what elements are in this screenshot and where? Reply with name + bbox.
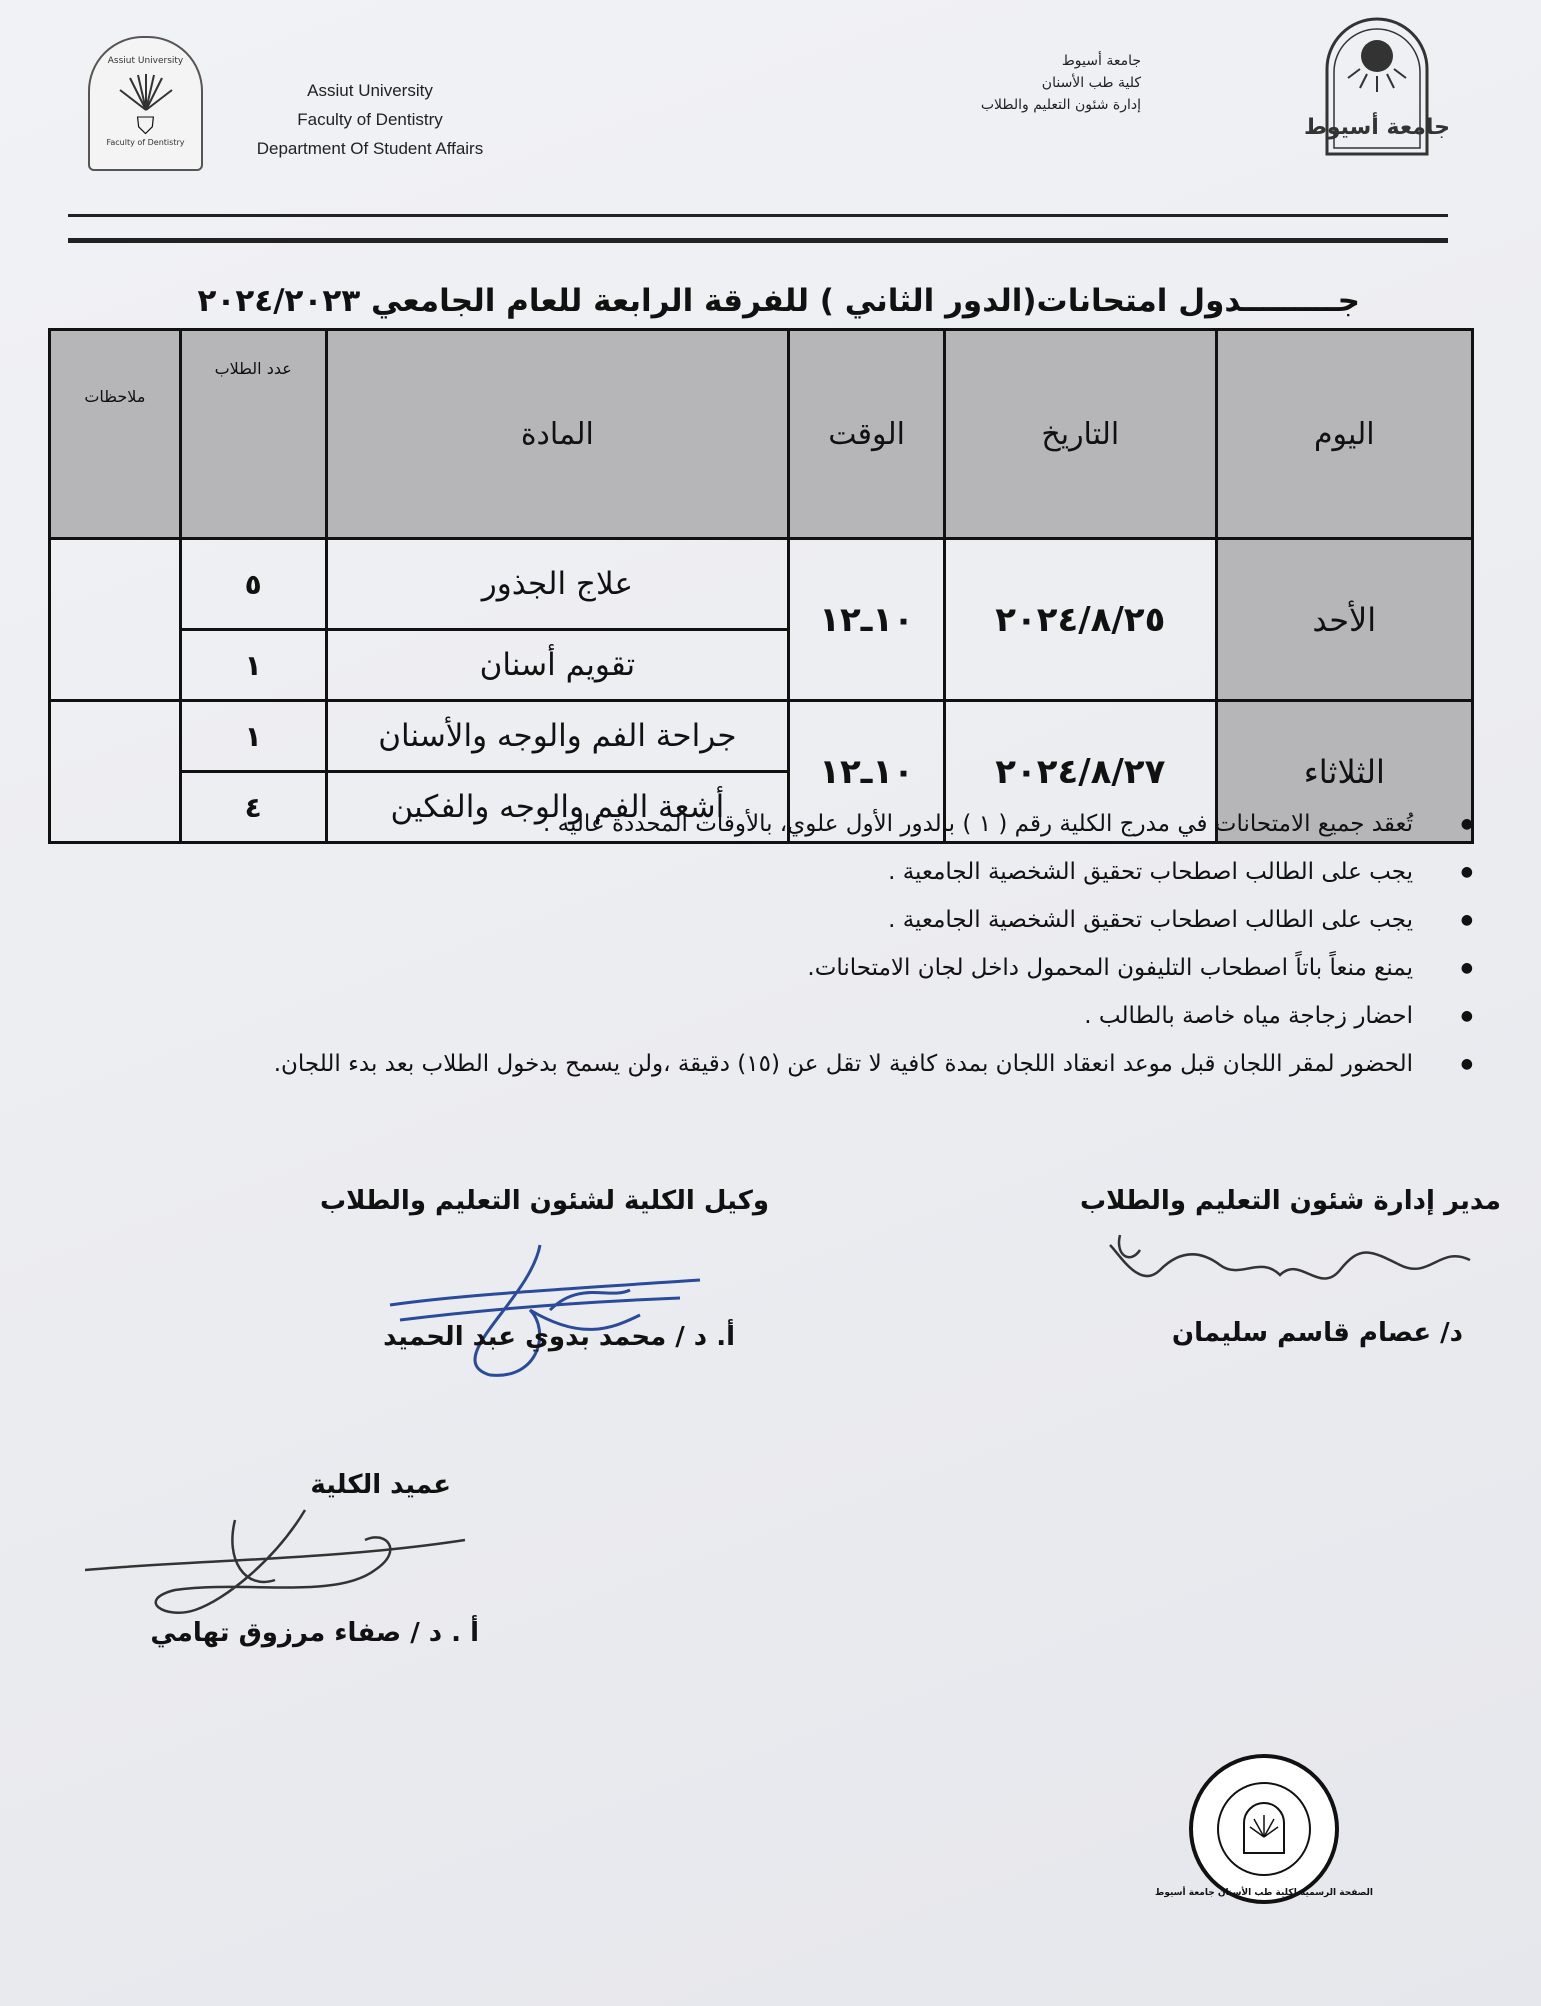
count-cell: ٤ xyxy=(180,772,326,843)
dean-signature xyxy=(75,1500,475,1630)
director-signature xyxy=(1100,1225,1490,1295)
notes-cell xyxy=(50,701,181,843)
english-header xyxy=(220,76,520,163)
dean-name: أ . د / صفاء مرزوق تهامي xyxy=(150,1618,479,1648)
official-stamp xyxy=(1154,1753,1374,1905)
header-student-count: عدد الطلاب xyxy=(180,330,326,539)
day-cell: الأحد xyxy=(1216,539,1472,701)
stamp-text: الصفحة الرسمية لكلية طب الأسنان جامعة أسيوط xyxy=(1154,1888,1374,1898)
header-subject: المادة xyxy=(326,330,789,539)
faculty-name-en: Faculty of Dentistry xyxy=(297,110,443,129)
instruction-item: ● تُعقد جميع الامتحانات في مدرج الكلية رقم ( ١ ) بالدور الأول علوي، بالأوقات المحددة عاليه . xyxy=(175,800,1475,848)
instruction-item: ● الحضور لمقر اللجان قبل موعد انعقاد اللجان بمدة كافية لا تقل عن (١٥) دقيقة ،ولن يسمح بدخول الطلاب بعد بدء اللجان. xyxy=(175,1040,1475,1088)
vice-dean-title: وكيل الكلية لشئون التعليم والطلاب xyxy=(319,1186,769,1216)
document-title: جـــــــــدول امتحانات(الدور الثاني ) للفرقة الرابعة للعام الجامعي ٢٠٢٤/٢٠٢٣ xyxy=(197,283,1360,319)
director-name: د/ عصام قاسم سليمان xyxy=(1171,1318,1463,1348)
faculty-name-ar: كلية طب الأسنان xyxy=(1041,75,1141,91)
university-name-en: Assiut University xyxy=(307,81,433,100)
director-title: مدير إدارة شئون التعليم والطلاب xyxy=(1079,1186,1501,1216)
count-cell: ١ xyxy=(180,701,326,772)
tooth-icon: ⛉ xyxy=(136,112,155,140)
instruction-item: ● يجب على الطالب اصطحاب تحقيق الشخصية الجامعية . xyxy=(175,896,1475,944)
subject-cell: أشعة الفم والوجه والفكين xyxy=(326,772,789,843)
instructions-list xyxy=(175,800,1475,1088)
university-name-ar: جامعة أسيوط xyxy=(1061,53,1141,69)
day-cell: الثلاثاء xyxy=(1216,701,1472,843)
dean-title: عميد الكلية xyxy=(310,1470,451,1500)
date-cell: ٢٠٢٤/٨/٢٧ xyxy=(945,701,1217,843)
logo-lettering: جامعة أسيوط xyxy=(1304,115,1450,140)
header-rule-thin xyxy=(68,214,1448,217)
exam-schedule-table xyxy=(48,328,1474,844)
subject-cell: علاج الجذور xyxy=(326,539,789,630)
table-header-row xyxy=(50,330,1473,539)
table-row xyxy=(50,701,1473,772)
subject-cell: جراحة الفم والوجه والأسنان xyxy=(326,701,789,772)
header-day: اليوم xyxy=(1216,330,1472,539)
vice-dean-name: أ. د / محمد بدوي عبد الحميد xyxy=(383,1322,735,1352)
header-date: التاريخ xyxy=(945,330,1217,539)
time-cell: ١٠ـ١٢ xyxy=(789,701,945,843)
university-logo xyxy=(1304,14,1450,154)
instruction-item: ● يجب على الطالب اصطحاب تحقيق الشخصية الجامعية . xyxy=(175,848,1475,896)
notes-cell xyxy=(50,539,181,701)
date-cell: ٢٠٢٤/٨/٢٥ xyxy=(945,539,1217,701)
subject-cell: تقويم أسنان xyxy=(326,630,789,701)
time-cell: ١٠ـ١٢ xyxy=(789,539,945,701)
logo-caption: Faculty of Dentistry xyxy=(106,138,185,147)
instruction-item: ● احضار زجاجة مياه خاصة بالطالب . xyxy=(175,992,1475,1040)
count-cell: ٥ xyxy=(180,539,326,630)
header-time: الوقت xyxy=(789,330,945,539)
logo-sun-rays-icon xyxy=(116,70,176,110)
count-cell: ١ xyxy=(180,630,326,701)
faculty-logo xyxy=(88,36,203,171)
header-rule-thick xyxy=(68,238,1448,243)
logo-arc-text: Assiut University xyxy=(107,56,184,66)
arabic-header xyxy=(981,50,1141,116)
table-row xyxy=(50,539,1473,630)
header-notes: ملاحظات xyxy=(50,330,181,539)
vice-dean-signature xyxy=(380,1240,710,1380)
department-name-en: Department Of Student Affairs xyxy=(256,139,484,158)
department-name-ar: إدارة شئون التعليم والطلاب xyxy=(980,97,1141,113)
instruction-item: ● يمنع منعاً باتاً اصطحاب التليفون المحمول داخل لجان الامتحانات. xyxy=(175,944,1475,992)
